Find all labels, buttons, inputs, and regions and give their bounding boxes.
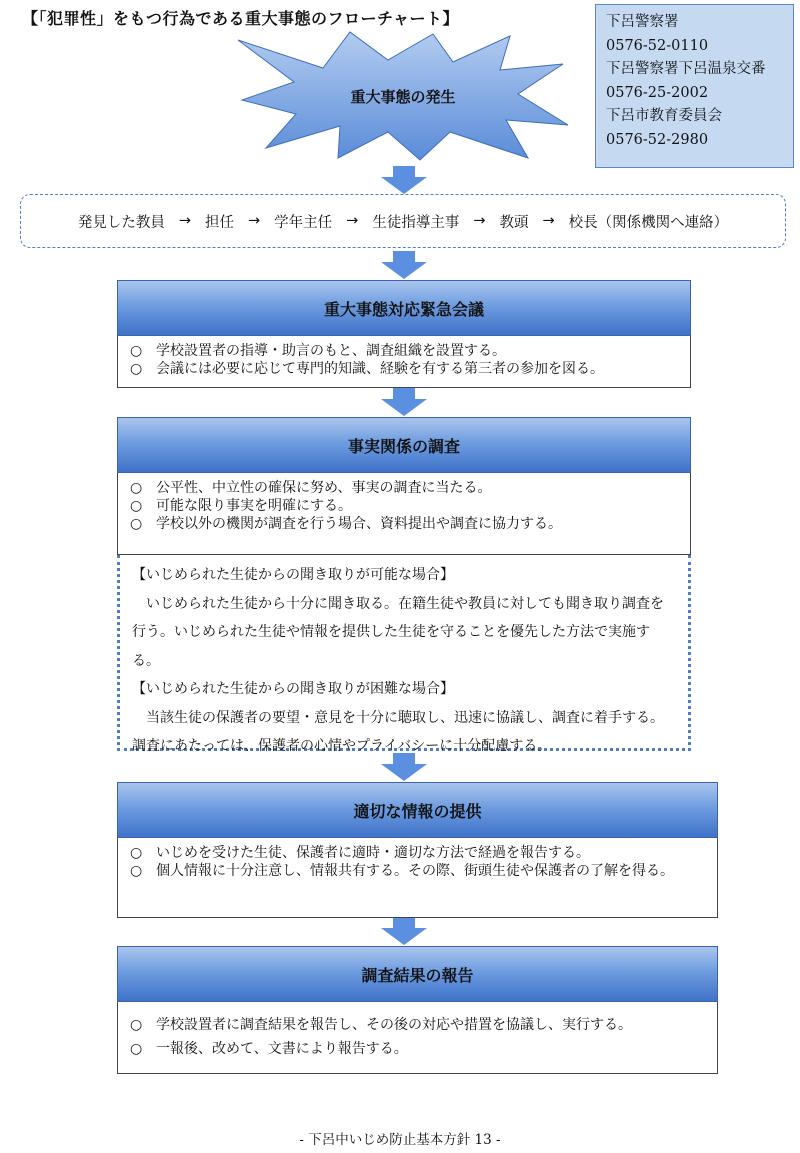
interview-possible-heading: 【いじめられた生徒からの聞き取りが可能な場合】 [132,567,454,583]
right-arrow-icon: → [178,213,192,229]
step-heading-emergency-meeting: 重大事態対応緊急会議 [117,280,691,336]
list-item: ○ 公平性、中立性の確保に努め、事実の調査に当たる。 [130,480,492,496]
page-footer: - 下呂中いじめ防止基本方針 13 - [299,1132,501,1148]
bullet-icon: ○ [130,863,143,879]
list-item: ○ 個人情報に十分注意し、情報共有する。その際、街頭生徒や保護者の了解を得る。 [130,863,674,879]
bullet-icon: ○ [130,845,143,861]
right-arrow-icon: → [346,213,359,229]
step-body-emergency-meeting [117,336,691,388]
list-item: ○ 学校設置者に調査結果を報告し、その後の対応や措置を協議し、実行する。 [130,1017,632,1033]
report-chain-step: 担任 [205,214,235,231]
contact-koban-phone: 0576-25-2002 [606,84,709,101]
report-chain-step: 学年主任 [274,214,333,231]
down-arrow-icon [381,166,427,194]
list-item: ○ いじめを受けた生徒、保護者に適時・適切な方法で経過を報告する。 [130,845,590,861]
contact-board-of-education: 下呂市教育委員会 [606,108,722,124]
bullet-icon: ○ [130,361,143,377]
bullet-icon: ○ [130,343,143,359]
down-arrow-icon [381,917,427,945]
incident-label: 重大事態の発生 [350,87,456,106]
bullet-icon: ○ [130,516,143,532]
interview-guidance-box [117,555,691,754]
report-chain [20,194,786,248]
step-heading-fact-investigation: 事実関係の調査 [117,417,691,473]
bullet-icon: ○ [130,480,143,496]
list-item: ○ 学校以外の機関が調査を行う場合、資料提出や調査に協力する。 [130,516,562,532]
step-body-fact-investigation [117,473,691,555]
page-title: 【「犯罪性」をもつ行為である重大事態のフローチャート】 [22,9,460,28]
step-body-results-report [117,1002,718,1074]
contact-board-of-education-phone: 0576-52-2980 [606,131,709,148]
step-body-information-provision [117,838,718,918]
interview-difficult-text: 当該生徒の保護者の要望・意見を十分に聴取し、迅速に協議し、調査に着手する。調査にあたっては、保護者の心情やプライバシーに十分配慮する。 [132,709,664,754]
down-arrow-icon [381,388,427,416]
contact-police-station: 下呂警察署 [606,14,679,30]
list-item: ○ 可能な限り事実を明確にする。 [130,498,352,514]
right-arrow-icon: → [473,213,486,229]
contact-police-station-phone: 0576-52-0110 [606,37,709,54]
interview-possible-text: いじめられた生徒から十分に聞き取る。在籍生徒や教員に対しても聞き取り調査を行う。いじめられた生徒や情報を提供した生徒を守ることを優先した方法で実施する。 [132,595,664,669]
right-arrow-icon: → [248,213,261,229]
report-chain-step: 生徒指導主事 [372,214,460,231]
step-heading-information-provision: 適切な情報の提供 [117,782,718,838]
list-item: ○ 一報後、改めて、文書により報告する。 [130,1041,408,1057]
list-item: ○ 学校設置者の指導・助言のもと、調査組織を設置する。 [130,343,506,359]
bullet-icon: ○ [130,1017,143,1033]
report-chain-step: 校長（関係機関へ連絡） [568,214,729,231]
bullet-icon: ○ [130,1041,143,1057]
right-arrow-icon: → [542,213,555,229]
contact-koban: 下呂警察署下呂温泉交番 [606,61,766,77]
bullet-icon: ○ [130,498,143,514]
list-item: ○ 会議には必要に応じて専門的知識、経験を有する第三者の参加を図る。 [130,361,604,377]
interview-difficult-heading: 【いじめられた生徒からの聞き取りが困難な場合】 [132,681,454,697]
step-heading-results-report: 調査結果の報告 [117,946,718,1002]
report-chain-step: 教頭 [499,214,529,231]
report-chain-step: 発見した教員 [77,214,165,231]
contact-box [595,4,794,168]
down-arrow-icon [381,251,427,279]
